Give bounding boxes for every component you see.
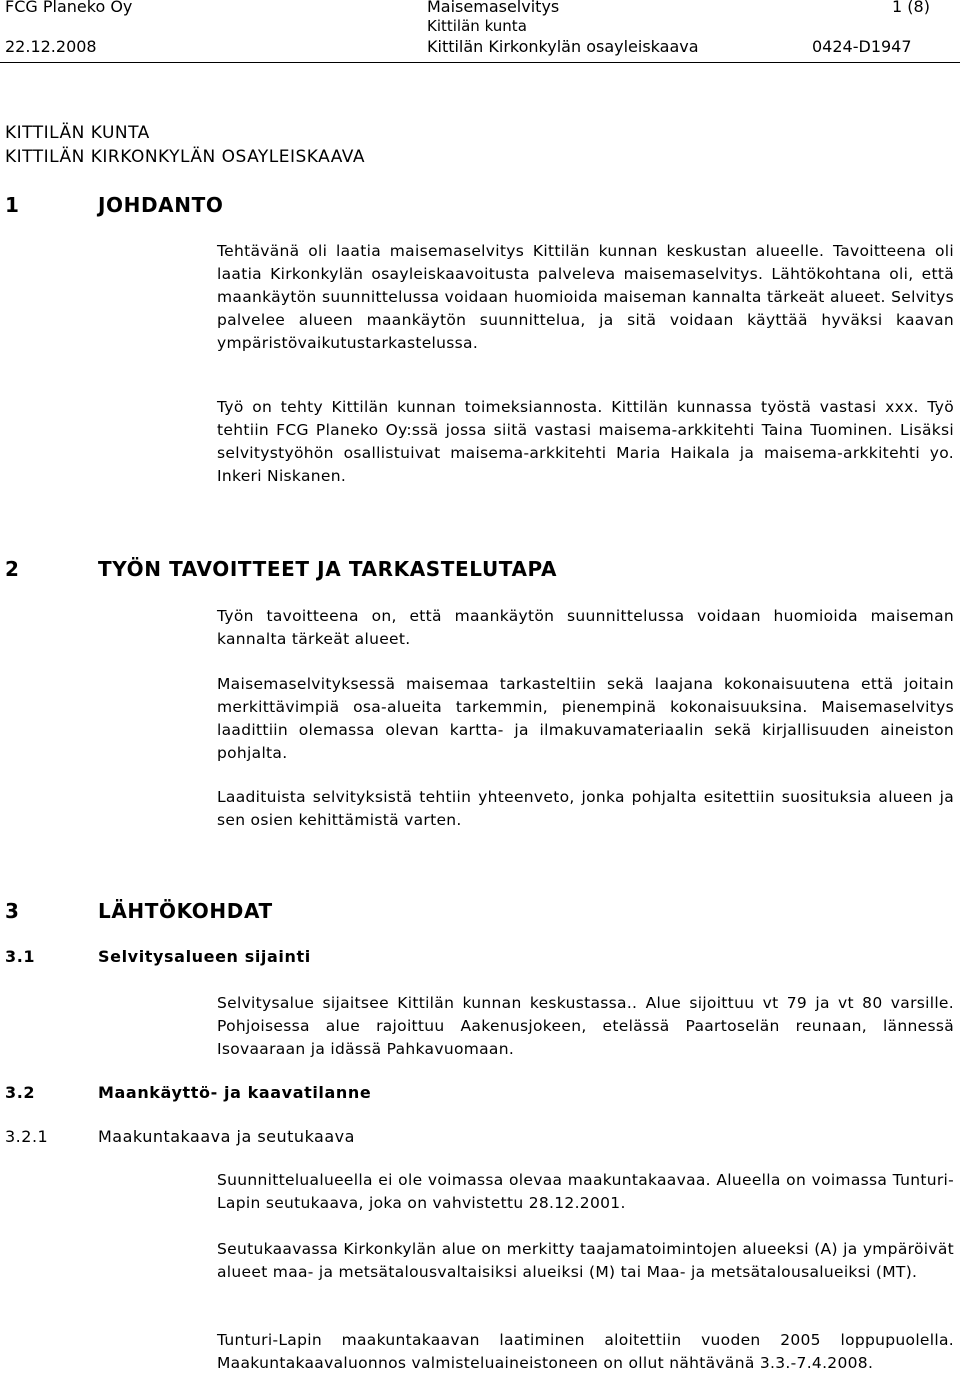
section-1-title: JOHDANTO: [98, 193, 224, 217]
title-municipality: KITTILÄN KUNTA: [5, 123, 150, 143]
section-2-paragraph-1: Työn tavoitteena on, että maankäytön suunnittelussa voidaan huomioida maiseman kannalta tärkeät alueet.: [217, 607, 954, 648]
section-3-2-1-number: 3.2.1: [5, 1127, 49, 1146]
section-2-title: TYÖN TAVOITTEET JA TARKASTELUTAPA: [98, 557, 558, 581]
section-1-number: 1: [5, 193, 20, 217]
header-municipality: Kittilän kunta: [427, 17, 527, 35]
header-date: 22.12.2008: [5, 37, 97, 56]
section-3-1-paragraph-1: Selvitysalue sijaitsee Kittilän kunnan keskustassa.. Alue sijoittuu vt 79 ja vt 80 varsille. Pohjoisessa alue rajoittuu Aakenusjokeen, etelässä Paartoselän reunaan, lännessä Isovaaraan ja idässä Pahkavuomaan.: [217, 994, 954, 1058]
section-2-paragraph-3: Laadituista selvityksistä tehtiin yhteenveto, jonka pohjalta esitettiin suosituksia alueen ja sen osien kehittämistä varten.: [217, 788, 954, 829]
section-3-2-number: 3.2: [5, 1083, 36, 1102]
header-page-number: 1 (8): [892, 0, 930, 16]
header-plan-name: Kittilän Kirkonkylän osayleiskaava: [427, 37, 699, 56]
section-1-paragraph-2: Työ on tehty Kittilän kunnan toimeksiannosta. Kittilän kunnassa työstä vastasi xxx. Työ tehtiin FCG Planeko Oy:ssä jossa siitä vastasi maisema-arkkitehti Taina Tuominen. Lisäksi selvitystyöhön osallistuivat maisema-arkkitehti Maria Haikala ja maisema-arkkitehti yo. Inkeri Niskanen.: [217, 398, 954, 485]
section-3-2-1-title: Maakuntakaava ja seutukaava: [98, 1127, 355, 1146]
section-1-paragraph-1: Tehtävänä oli laatia maisemaselvitys Kittilän kunnan keskustan alueelle. Tavoitteena oli laatia Kirkonkylän osayleiskaavoitusta palveleva maisemaselvitys. Lähtökohtana oli, että maankäytön suunnittelussa voidaan huomioida maiseman kannalta tärkeät alueet. Selvitys palvelee alueen maankäytön suunnittelua, ja sitä voidaan käyttää hyväksi kaavan ympäristövaikutustarkastelussa.: [217, 242, 954, 352]
section-3-1-title: Selvitysalueen sijainti: [98, 947, 311, 966]
section-2-number: 2: [5, 557, 20, 581]
header-divider: [0, 62, 960, 63]
header-doc-type: Maisemaselvitys: [427, 0, 560, 16]
section-3-2-title: Maankäyttö- ja kaavatilanne: [98, 1083, 372, 1102]
section-3-number: 3: [5, 899, 20, 923]
section-3-title: LÄHTÖKOHDAT: [98, 899, 273, 923]
section-3-2-1-paragraph-3: Tunturi-Lapin maakuntakaavan laatiminen aloitettiin vuoden 2005 loppupuolella. Maakuntakaavaluonnos valmisteluaineistoneen on ollut nähtävänä 3.3.-7.4.2008.: [217, 1331, 954, 1372]
section-3-2-1-paragraph-1: Suunnittelualueella ei ole voimassa olevaa maakuntakaavaa. Alueella on voimassa Tunturi-Lapin seutukaava, joka on vahvistettu 28.12.2001.: [217, 1171, 954, 1212]
section-3-2-1-paragraph-2: Seutukaavassa Kirkonkylän alue on merkitty taajamatoimintojen alueeksi (A) ja ympäröivät alueet maa- ja metsätalousvaltaisiksi alueiksi (M) tai Maa- ja metsätalousalueiksi (MT).: [217, 1240, 954, 1281]
header-company: FCG Planeko Oy: [5, 0, 133, 16]
title-plan: KITTILÄN KIRKONKYLÄN OSAYLEISKAAVA: [5, 147, 365, 167]
header-doc-code: 0424-D1947: [812, 37, 912, 56]
section-2-paragraph-2: Maisemaselvityksessä maisemaa tarkasteltiin sekä laajana kokonaisuutena että joitain merkittävimpiä osa-alueita tarkemmin, pienempinä kokonaisuuksina. Maisemaselvitys laadittiin olemassa olevan kartta- ja ilmakuvamateriaalin sekä kirjallisuuden aineiston pohjalta.: [217, 675, 954, 762]
section-3-1-number: 3.1: [5, 947, 36, 966]
